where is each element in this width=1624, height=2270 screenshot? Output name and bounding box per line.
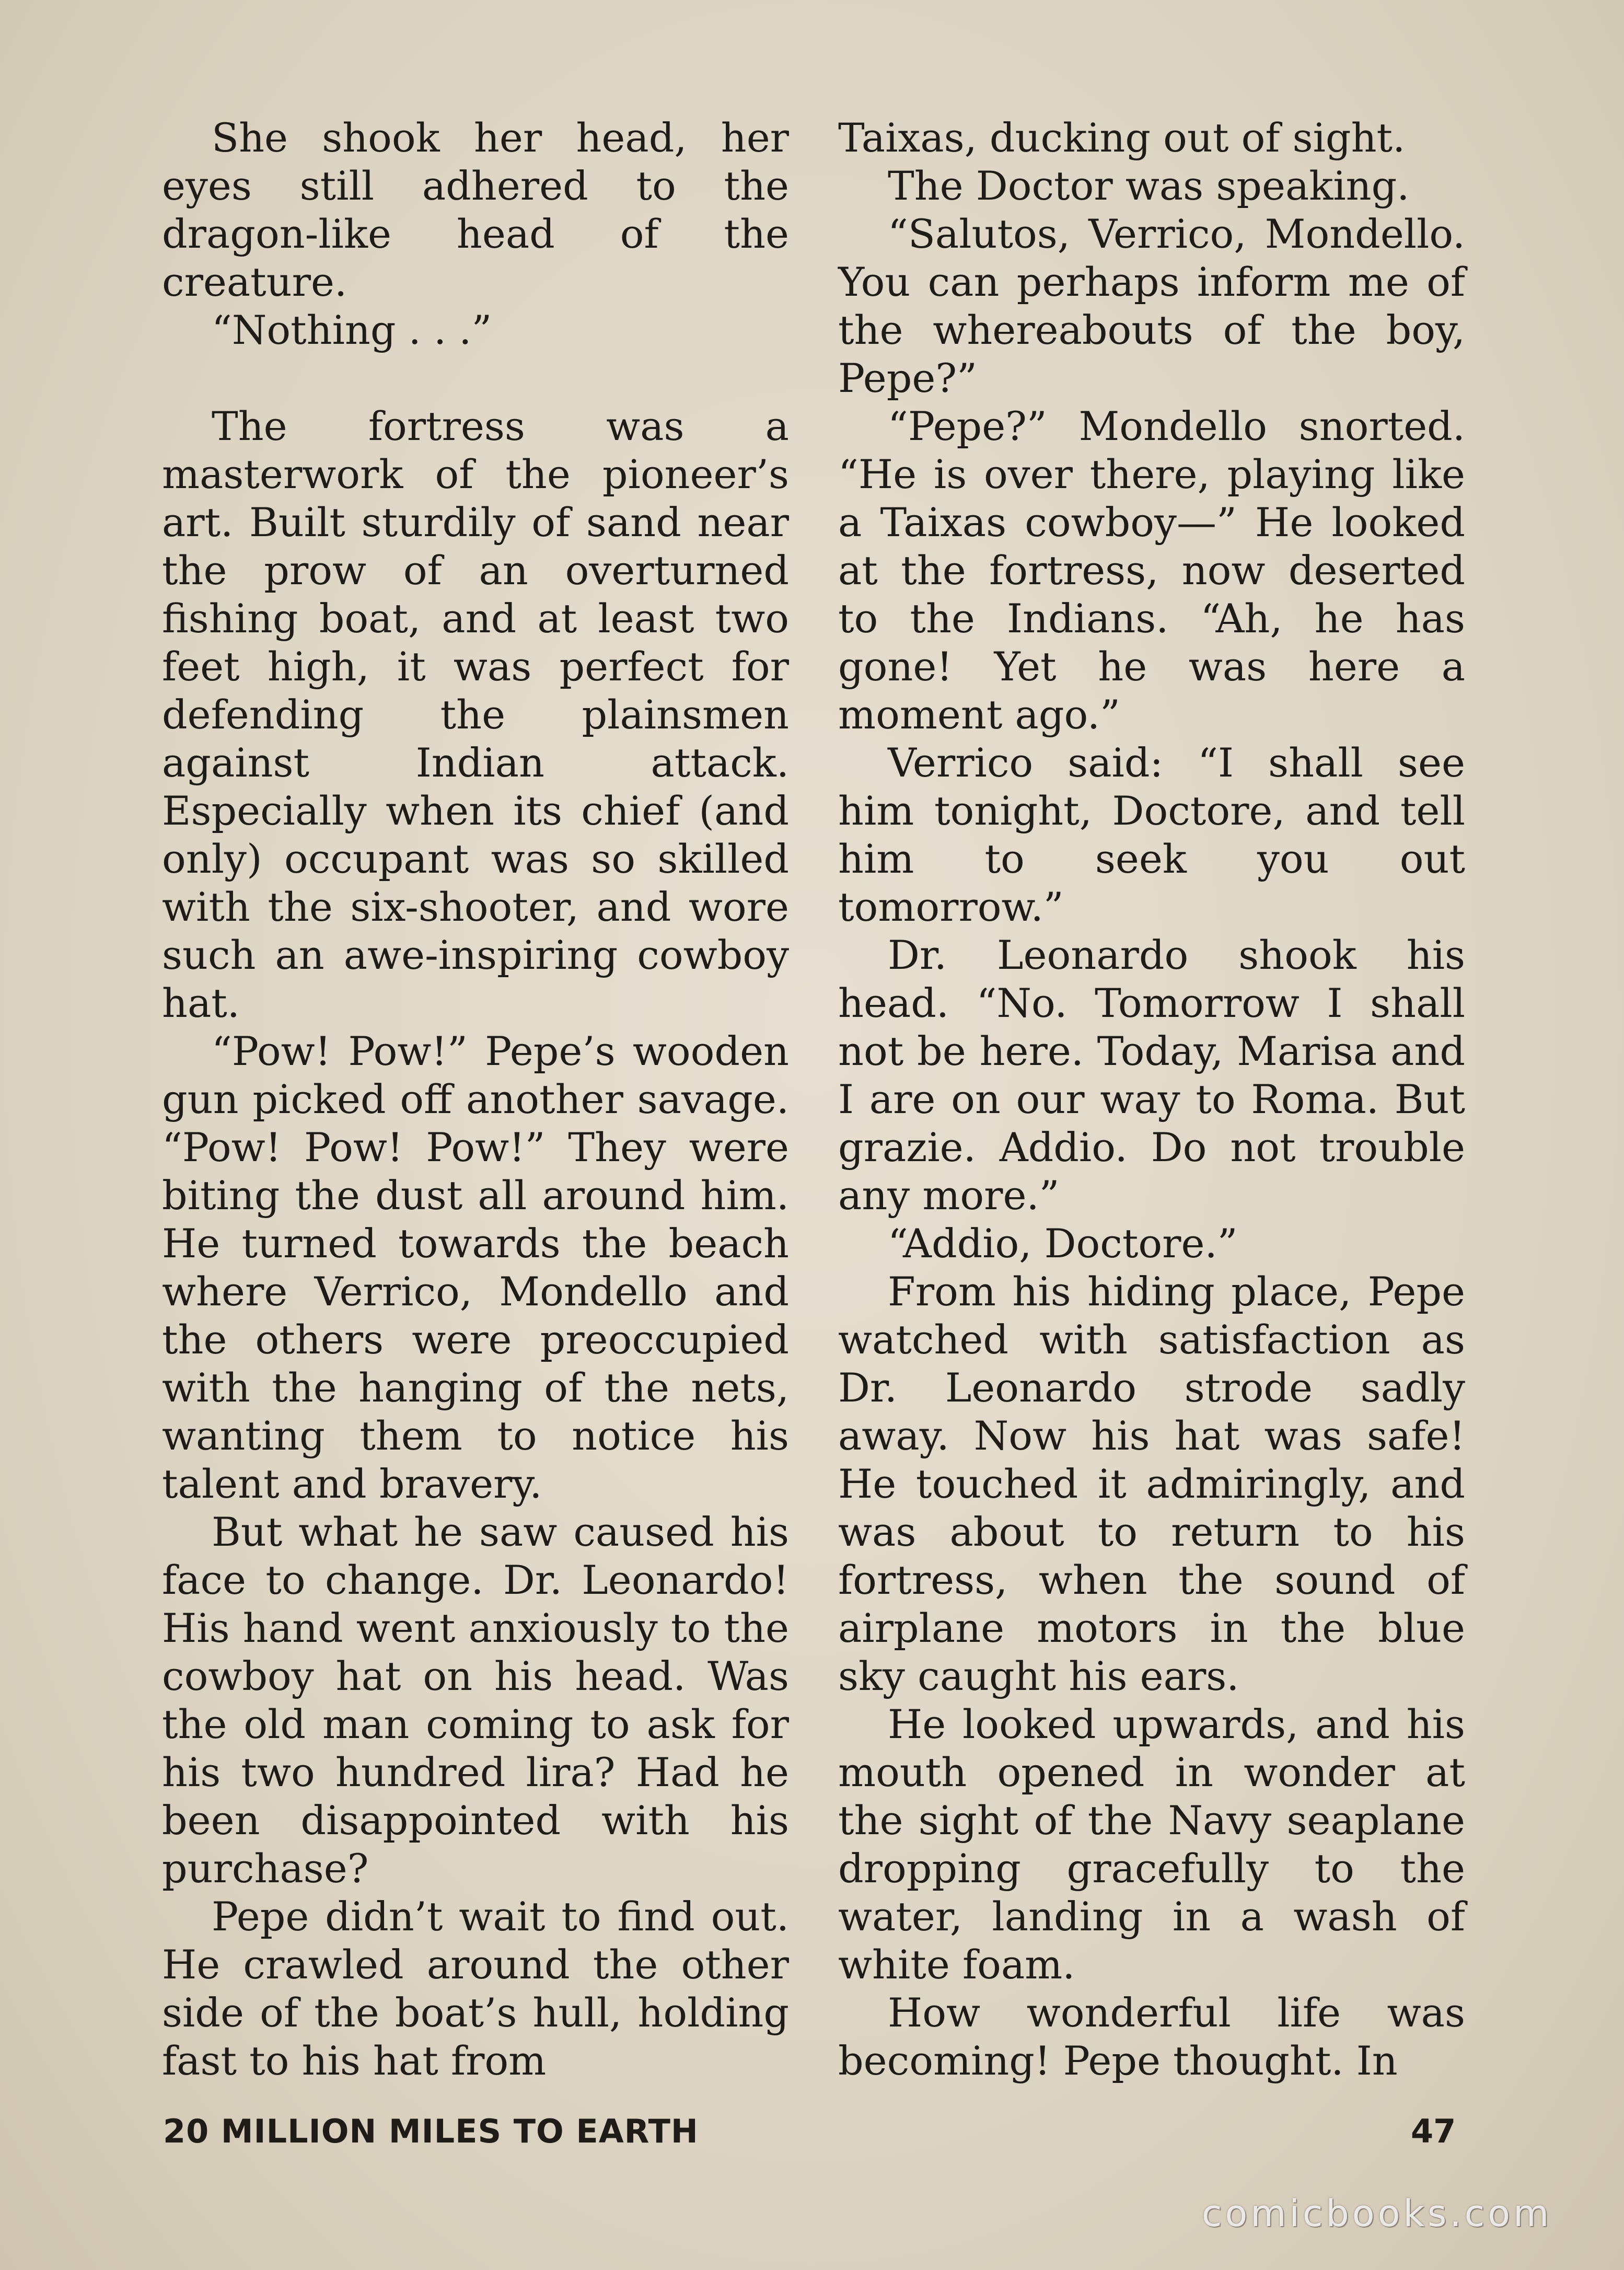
page-number: 47: [1411, 2112, 1456, 2150]
right-text-column: [838, 114, 1465, 2085]
paragraph: Verrico said: “I shall see him tonight, Doctore, and tell him to seek you out tomorrow.”: [838, 739, 1465, 930]
paragraph: She shook her head, her eyes still adhered to the dragon-like head of the creature.: [162, 114, 789, 305]
paragraph: The fortress was a masterwork of the pioneer’s art. Built sturdily of sand near the prow of an overturned fishing boat, and at least two feet high, it was perfect for defending the plainsmen against Indian attack. Especially when its chief (and only) occupant was so skilled with the six-shooter, and wore such an awe-inspiring cowboy hat.: [162, 403, 789, 1026]
paragraph: Dr. Leonardo shook his head. “No. Tomorrow I shall not be here. Today, Marisa and I are on our way to Roma. But grazie. Addio. Do not trouble any more.”: [838, 932, 1465, 1219]
paragraph: Taixas, ducking out of sight.: [838, 114, 1406, 161]
paragraph: The Doctor was speaking.: [888, 163, 1410, 209]
paragraph: From his hiding place, Pepe watched with satisfaction as Dr. Leonardo strode sadly away. Now his hat was safe! He touched it admiringly, and was about to return to his fortress, when the sound of airplane motors in the blue sky caught his ears.: [838, 1268, 1465, 1699]
paragraph: How wonderful life was becoming! Pepe thought. In: [838, 1989, 1465, 2084]
paragraph: Pepe didn’t wait to find out. He crawled around the other side of the boat’s hull, holding fast to his hat from: [162, 1893, 789, 2084]
paragraph: “Pepe?” Mondello snorted. “He is over there, playing like a Taixas cowboy—” He looked at the fortress, now deserted to the Indians. “Ah, he has gone! Yet he was here a moment ago.”: [838, 403, 1465, 738]
paragraph: “Nothing . . .”: [212, 307, 492, 353]
paragraph: “Addio, Doctore.”: [888, 1220, 1238, 1267]
site-watermark: comicbooks.com: [1202, 2192, 1552, 2235]
left-text-column: [162, 114, 789, 2085]
paragraph: “Salutos, Verrico, Mondello. You can perhaps inform me of the whereabouts of the boy, Pepe?”: [838, 211, 1465, 401]
paragraph: But what he saw caused his face to change. Dr. Leonardo! His hand went anxiously to the cowboy hat on his head. Was the old man coming to ask for his two hundred lira? Had he been disappointed with his purchase?: [162, 1509, 789, 1892]
paragraph: He looked upwards, and his mouth opened in wonder at the sight of the Navy seaplane dropping gracefully to the water, landing in a wash of white foam.: [838, 1701, 1465, 1988]
paragraph: “Pow! Pow!” Pepe’s wooden gun picked off another savage. “Pow! Pow! Pow!” They were biting the dust all around him. He turned towards the beach where Verrico, Mondello and the others were preoccupied with the hanging of the nets, wanting them to notice his talent and bravery.: [162, 1028, 789, 1507]
running-footer-title: 20 MILLION MILES TO EARTH: [163, 2112, 699, 2150]
